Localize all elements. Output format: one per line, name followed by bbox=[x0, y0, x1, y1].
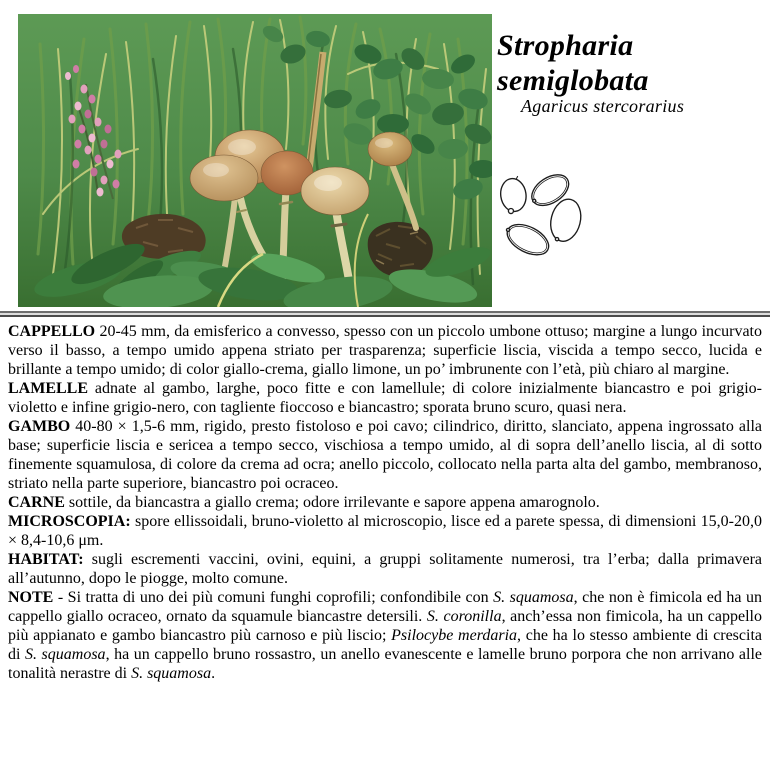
description-paragraph bbox=[8, 588, 762, 683]
paragraph-text: . bbox=[211, 665, 216, 682]
description-paragraph bbox=[8, 379, 762, 417]
paragraph-label: CAPPELLO bbox=[8, 323, 96, 340]
horizontal-rule bbox=[0, 311, 770, 317]
paragraph-text: , ha un cappello bruno rossastro, un anello evanescente e lamelle bruno porpora che non arrivano alle tonalità nerastre di bbox=[8, 646, 763, 682]
paragraph-label: HABITAT: bbox=[8, 551, 84, 568]
description-paragraphs bbox=[8, 322, 762, 683]
description-paragraph bbox=[8, 493, 762, 512]
paragraph-text: - Si tratta di uno dei più comuni funghi coprofili; confondibile con bbox=[53, 589, 494, 606]
mushroom-photo-illustration bbox=[18, 14, 492, 307]
description-paragraph bbox=[8, 322, 762, 379]
paragraph-text: sugli escrementi vaccini, ovini, equini, a gruppi solitamente numerosi, tra l’erba; dalla primavera all’autunno, dopo le piogge, molto comune. bbox=[8, 551, 762, 587]
paragraph-label: LAMELLE bbox=[8, 380, 89, 397]
paragraph-label: GAMBO bbox=[8, 418, 71, 435]
species-name: Psilocybe merdaria bbox=[391, 627, 518, 644]
paragraph-label: MICROSCOPIA: bbox=[8, 513, 131, 530]
paragraph-text: 20-45 mm, da emisferico a convesso, spesso con un piccolo umbone ottuso; margine a lungo incurvato verso il basso, a tempo umido appena striato per trasparenza; superficie liscia, viscida a tempo secco, lucida e brillante a tempo umido; di color giallo-crema, giallo limone, un po’ imbrunente con l’età, più chiaro al margine. bbox=[8, 323, 762, 378]
species-name: S. squamosa bbox=[25, 646, 106, 663]
paragraph-text: 40-80 × 1,5-6 mm, rigido, presto fistoloso e poi cavo; cilindrico, diritto, slanciato, appena ingrossato alla base; superficie liscia e sericea a tempo secco, vischiosa a tempo umido, al di sopra dell’anello liscia, al di sotto finemente squamulosa, di colore da crema ad ocra; anello piccolo, collocato nella parta alta del gambo, membranoso, striato nella parte superiore, biancastro poi ocraceo. bbox=[8, 418, 762, 492]
description-paragraph bbox=[8, 550, 762, 588]
paragraph-text: , che non è fimicola ed ha un cappello giallo ocraceo, ornato da squamule biancastre detersili. bbox=[8, 589, 762, 625]
description-paragraph bbox=[8, 417, 762, 493]
spore-drawing bbox=[493, 163, 590, 260]
species-name: S. squamosa bbox=[131, 665, 212, 682]
species-name: S. coronilla bbox=[426, 608, 502, 625]
spores-illustration bbox=[493, 163, 590, 260]
paragraph-label: NOTE bbox=[8, 589, 54, 606]
mushroom-photo bbox=[18, 14, 492, 307]
paragraph-text: sottile, da biancastra a giallo crema; odore irrilevante e sapore appena amarognolo. bbox=[64, 494, 600, 511]
paragraph-text: , anch’essa non fimicola, ha un cappello più appianato e gambo biancastro più carnoso e più liscio; bbox=[8, 608, 763, 644]
description-paragraph bbox=[8, 512, 762, 550]
species-name: S. squamosa bbox=[493, 589, 574, 606]
paragraph-text: spore ellissoidali, bruno-violetto al microscopio, lisce ed a parete spessa, di dimensioni 15,0-20,0 × 8,4-10,6 μm. bbox=[8, 513, 762, 549]
paragraph-label: CARNE bbox=[8, 494, 65, 511]
page-title: Stropharia semiglobata bbox=[497, 29, 649, 98]
paragraph-text: adnate al gambo, larghe, poco fitte e con lamellule; di colore inizialmente biancastro e poi grigio-violetto e infine grigio-nero, con tagliente fioccoso e biancastro; sporata bruno scuro, quasi nera. bbox=[8, 380, 762, 416]
paragraph-text: , che ha lo stesso ambiente di crescita di bbox=[8, 627, 763, 663]
synonym-name: Agaricus stercorarius bbox=[521, 96, 685, 116]
